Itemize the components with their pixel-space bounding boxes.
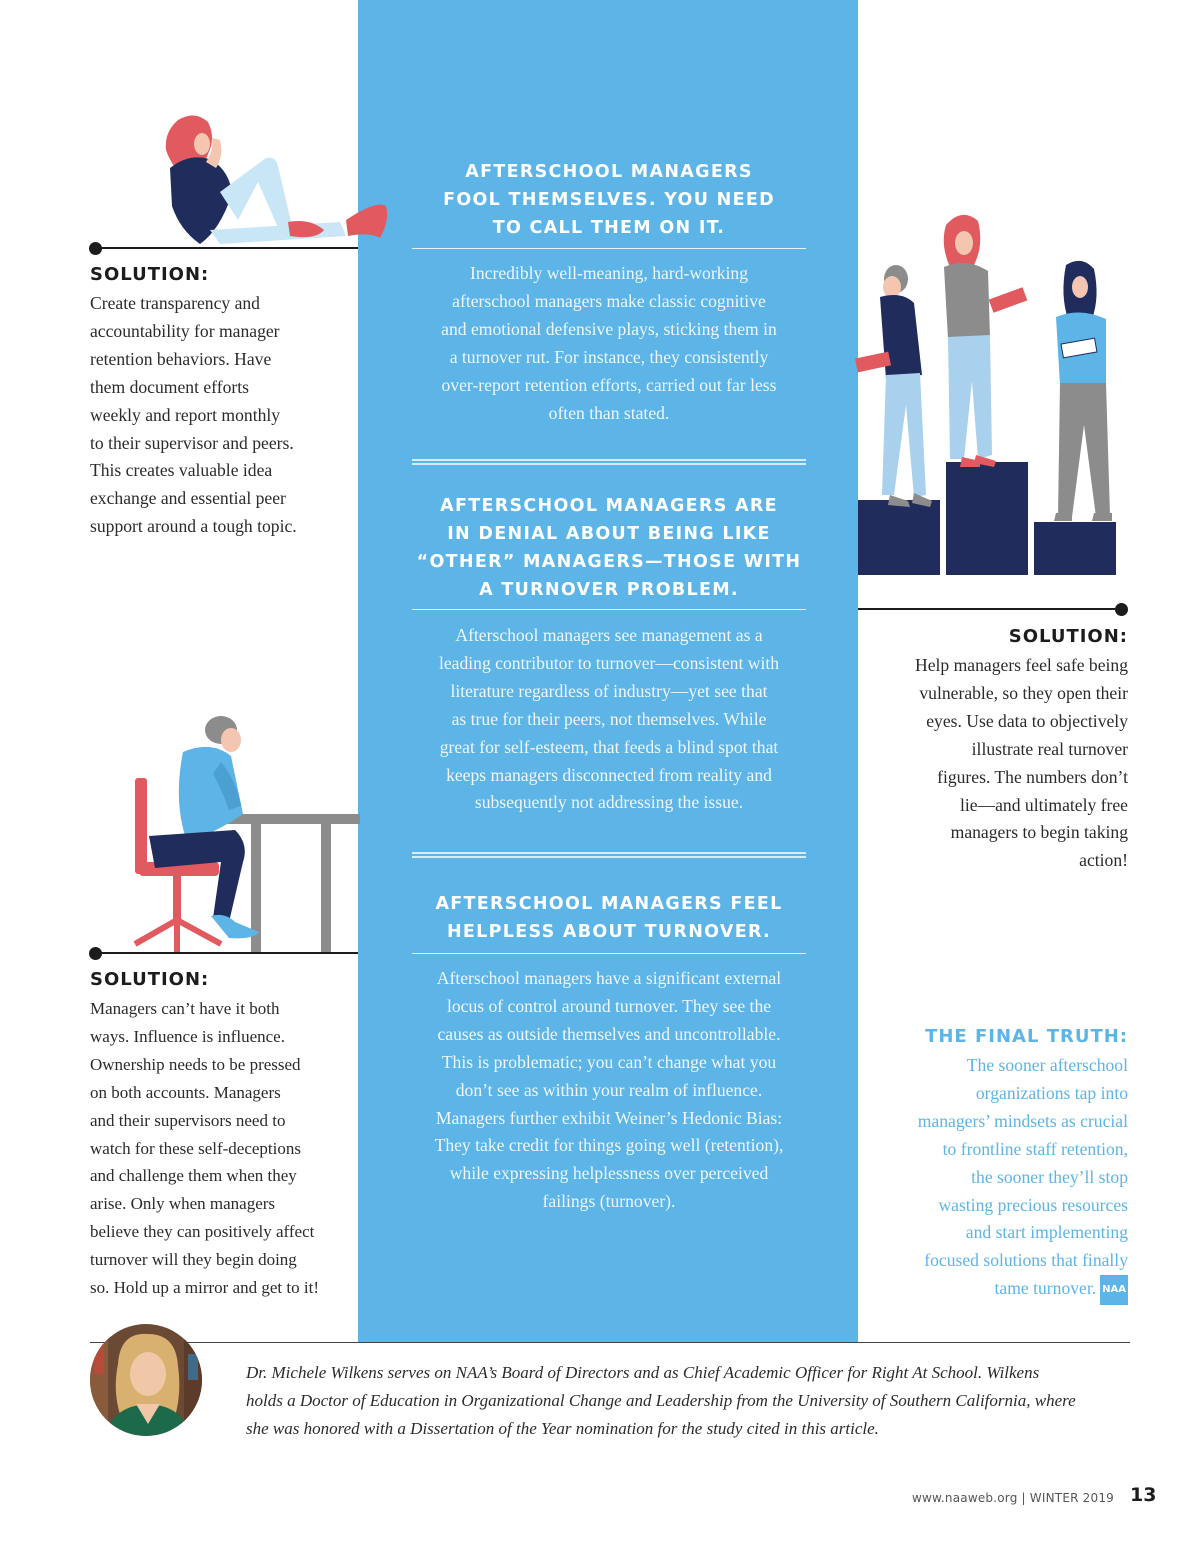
timeline-dot [1115,603,1128,616]
body-line: action! [1079,850,1128,871]
body-line: the sooner they’ll stop [971,1166,1128,1187]
footer-url: www.naaweb.org | WINTER 2019 [911,1491,1114,1505]
center-body-2 [408,622,810,817]
body-line: turnover will they begin doing [90,1250,297,1270]
body-line: weekly and report monthly [90,404,281,425]
heading-line: AFTERSCHOOL MANAGERS [465,162,753,182]
center-heading-1 [412,158,806,242]
body-line: eyes. Use data to objectively [926,710,1128,731]
body-line: exchange and essential peer [90,488,286,509]
heading-line: FOOL THEMSELVES. YOU NEED [443,190,775,210]
solution-heading-2: SOLUTION: [1008,626,1128,647]
solution-heading-3: SOLUTION: [90,969,210,990]
body-line: while expressing helplessness over perceived [449,1163,769,1184]
center-heading-2 [412,492,806,604]
body-line: lie—and ultimately free [959,794,1128,815]
center-divider [412,953,806,954]
heading-line: AFTERSCHOOL MANAGERS FEEL [435,894,783,914]
timeline-line [95,247,358,249]
body-line-text: tame turnover. [994,1278,1097,1299]
heading-line: TO CALL THEM ON IT. [492,218,726,238]
reclining-woman-illustration [150,110,395,250]
body-line: as true for their peers, not themselves. While [451,708,767,729]
body-line: accountability for manager [90,320,280,341]
solution-heading-1: SOLUTION: [90,264,210,285]
body-line: leading contributor to turnover—consistent with [438,652,780,673]
body-line: Afterschool managers have a significant external [436,968,782,988]
body-line: causes as outside themselves and uncontrollable. [437,1023,781,1044]
solution-body-2 [880,652,1128,875]
body-line: them document efforts [90,376,249,397]
body-line: and start implementing [965,1222,1128,1243]
body-line: They take credit for things going well (retention), [434,1135,784,1156]
body-line: so. Hold up a mirror and get to it! [90,1278,319,1298]
body-line: The sooner afterschool [966,1055,1128,1075]
body-line [880,1275,1128,1305]
center-double-divider [412,459,806,465]
final-truth-body [880,1052,1128,1305]
body-line: and challenge them when they [90,1166,297,1186]
body-line: focused solutions that finally [924,1250,1128,1271]
timeline-line [95,952,358,954]
body-line: managers’ mindsets as crucial [917,1110,1128,1131]
body-line: illustrate real turnover [971,738,1128,759]
body-line: managers to begin taking [950,822,1128,843]
center-divider [412,248,806,249]
body-line: organizations tap into [975,1082,1128,1103]
body-line: figures. The numbers don’t [937,766,1128,787]
heading-line: “OTHER” MANAGERS—THOSE WITH [416,552,802,572]
body-line: ways. Influence is influence. [90,1026,285,1046]
body-line: and emotional defensive plays, sticking them in [441,318,777,339]
heading-line: HELPLESS ABOUT TURNOVER. [446,922,772,942]
center-double-divider [412,852,806,858]
center-body-3 [408,965,810,1216]
body-line: Create transparency and [90,293,260,313]
body-line: locus of control around turnover. They see the [446,995,772,1016]
body-line: This creates valuable idea [90,460,273,481]
body-line: failings (turnover). [542,1191,676,1212]
author-photo [90,1324,202,1436]
body-line: great for self-esteem, that feeds a blind spot that [439,736,779,757]
center-divider [412,609,806,610]
body-line: Afterschool managers see management as a [455,625,763,645]
body-line: on both accounts. Managers [90,1082,281,1102]
heading-line: AFTERSCHOOL MANAGERS ARE [440,496,778,516]
body-line: Managers can’t have it both [90,999,280,1018]
author-bio [246,1359,1130,1443]
solution-body-1 [90,290,340,541]
body-line: don’t see as within your realm of influence. [455,1079,763,1100]
body-line: keeps managers disconnected from reality and [446,764,772,785]
bio-line: holds a Doctor of Education in Organizational Change and Leadership from the University of Southern California, where [246,1391,1076,1410]
solution-body-3 [90,995,352,1302]
center-body-1 [408,260,810,427]
body-line: to their supervisor and peers. [90,432,294,453]
body-line: This is problematic; you can’t change what you [441,1051,777,1072]
naa-end-mark: NAA [1100,1275,1128,1305]
final-truth-heading: THE FINAL TRUTH: [925,1026,1128,1047]
body-line: Managers further exhibit Weiner’s Hedonic Bias: [435,1107,783,1128]
body-line: believe they can positively affect [90,1222,315,1242]
body-line: Help managers feel safe being [915,655,1128,675]
body-line: wasting precious resources [938,1194,1128,1215]
body-line: Ownership needs to be pressed [90,1054,301,1074]
man-at-desk-illustration [125,712,360,957]
body-line: afterschool managers make classic cognitive [452,290,766,311]
heading-line: IN DENIAL ABOUT BEING LIKE [447,524,771,544]
body-line: watch for these self-deceptions [90,1138,301,1158]
body-line: over-report retention efforts, carried out far less [441,374,777,395]
body-line: often than stated. [548,402,670,423]
body-line: retention behaviors. Have [90,348,272,369]
body-line: a turnover rut. For instance, they consistently [449,346,769,367]
bio-line: Dr. Michele Wilkens serves on NAA’s Board of Directors and as Chief Academic Officer for Right At School. Wilkens [246,1363,1040,1382]
body-line: literature regardless of industry—yet see that [450,680,768,701]
body-line: vulnerable, so they open their [919,682,1128,703]
body-line: arise. Only when managers [90,1194,276,1214]
bio-divider [90,1342,1130,1343]
body-line: and their supervisors need to [90,1110,286,1130]
body-line: subsequently not addressing the issue. [474,792,744,813]
body-line: support around a tough topic. [90,516,297,537]
body-line: to frontline staff retention, [942,1138,1128,1159]
bio-line: she was honored with a Dissertation of the Year nomination for the study cited in this article. [246,1419,879,1438]
body-line: Incredibly well-meaning, hard-working [470,263,748,283]
heading-line: A TURNOVER PROBLEM. [479,580,739,600]
readers-on-podium-illustration [850,205,1130,580]
timeline-line [858,608,1123,610]
page-number: 13 [1130,1484,1157,1506]
center-heading-3 [412,890,806,946]
